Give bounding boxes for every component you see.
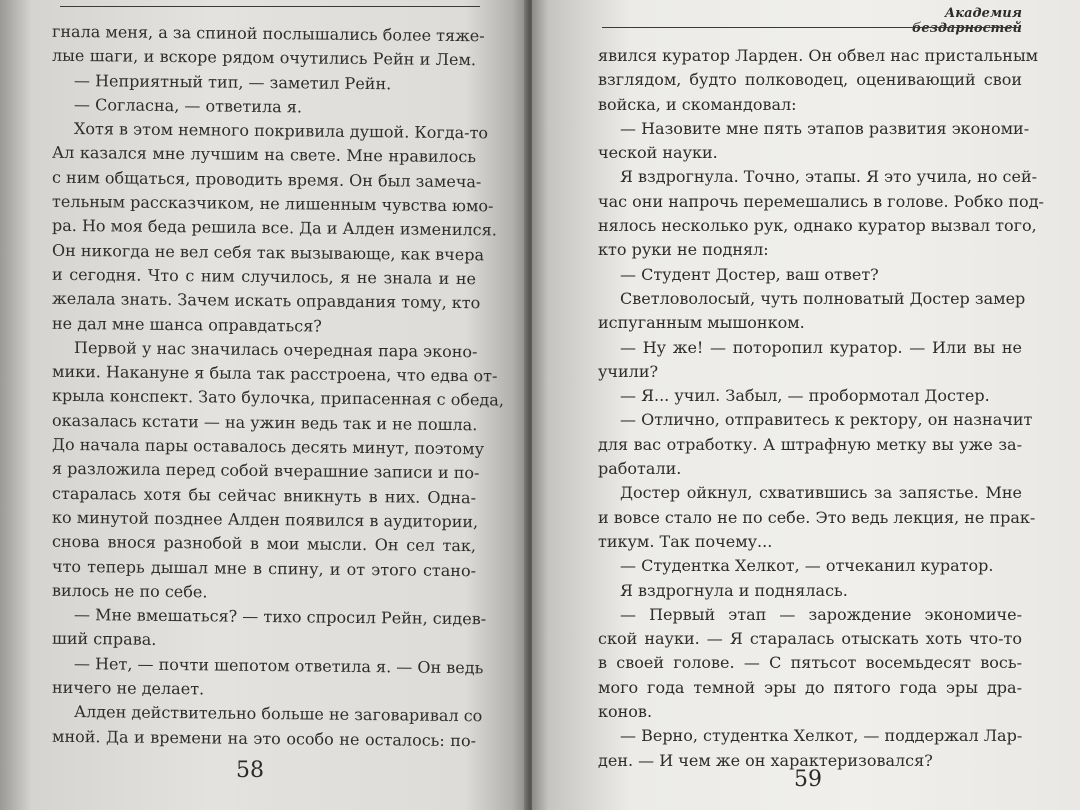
page-number: 59 bbox=[794, 767, 822, 792]
text-line: ской науки. — Я старалась отыскать хоть что-то bbox=[598, 629, 1022, 649]
left-page-text bbox=[52, 21, 504, 751]
text-line: — Ну же! — поторопил куратор. — Или вы не bbox=[620, 337, 1022, 357]
text-line: — Верно, студентка Хелкот, — поддержал Лар- bbox=[620, 726, 1023, 746]
header-rule bbox=[602, 27, 1020, 28]
text-line: Алден действительно больше не заговаривал со bbox=[74, 702, 483, 726]
text-line: ден. — И чем же он характеризовался? bbox=[598, 750, 933, 770]
text-line: Светловолосый, чуть полноватый Достер замер bbox=[620, 288, 1026, 308]
text-line: нялось несколько рук, однако куратор вызвал того, bbox=[598, 216, 1037, 236]
text-line: не дал мне шанса оправдаться? bbox=[52, 313, 322, 336]
text-line: — Отлично, отправитесь к ректору, он назначит bbox=[620, 410, 1033, 430]
text-line: лые шаги, и вскоре рядом очутились Рейн и Лем. bbox=[52, 46, 476, 70]
text-line: ко минутой позднее Алден появился в аудитории, bbox=[52, 507, 479, 532]
text-line: вилось не по себе. bbox=[52, 580, 208, 602]
text-line: что теперь дышал мне в спину, и от этого стано- bbox=[52, 556, 476, 580]
text-line: Он никогда не вел себя так вызывающе, как вчера bbox=[52, 240, 485, 264]
text-line: кто руки не поднял: bbox=[598, 240, 769, 260]
text-line: мого года темной эры до пятого года эры дра- bbox=[598, 677, 1022, 697]
text-line: Ал казался мне лучшим на свете. Мне нравилось bbox=[52, 143, 476, 167]
text-line: в своей голове. — С пятьсот восемьдесят вось- bbox=[598, 653, 1022, 673]
text-line: войска, и скомандовал: bbox=[598, 94, 797, 114]
text-line: взглядом, будто полководец, оценивающий свои bbox=[598, 70, 1022, 90]
text-line: мики. Накануне я была так расстроена, что едва от- bbox=[52, 361, 498, 386]
text-line: явился куратор Ларден. Он обвел нас пристальным bbox=[598, 46, 1039, 65]
page-number: 58 bbox=[236, 758, 264, 783]
text-line: испуганным мышонком. bbox=[598, 313, 805, 333]
right-page bbox=[532, 0, 1080, 810]
header-rule bbox=[60, 6, 480, 7]
text-line: я разложила перед собой вчерашние записи и по- bbox=[52, 459, 480, 483]
text-line: крыла конспект. Зато булочка, припасенная с обеда, bbox=[52, 386, 504, 410]
text-line: оказалась кстати — на ужин ведь так и не пошла. bbox=[52, 410, 478, 434]
text-line: работали. bbox=[598, 459, 682, 479]
left-page bbox=[0, 0, 528, 810]
text-line: — Нет, — почти шепотом ответила я. — Он ведь bbox=[74, 653, 484, 678]
text-line: с ним общаться, проводить время. Он был замеча- bbox=[52, 167, 482, 192]
text-line: для вас отработку. А штрафную метку вы уже за- bbox=[598, 434, 1022, 454]
text-line: конов. bbox=[598, 702, 653, 722]
text-line: тикум. Так почему... bbox=[598, 531, 773, 551]
running-head: Академия бездарностей bbox=[911, 6, 1022, 36]
text-line: снова внося разнобой в мои мысли. Он сел так, bbox=[52, 532, 476, 556]
text-line: учили? bbox=[598, 361, 659, 381]
text-line: и вовсе стало не по себе. Это ведь лекция, не прак- bbox=[598, 507, 1036, 527]
right-page-text bbox=[598, 44, 1044, 773]
text-line: гнала меня, а за спиной послышались более тяже- bbox=[52, 21, 485, 46]
text-line: Я вздрогнула. Точно, этапы. Я это учила, но сей- bbox=[620, 167, 1038, 187]
text-line: мной. Да и времени на это особо не осталось: по- bbox=[52, 726, 476, 750]
text-line: — Назовите мне пять этапов развития экономи- bbox=[620, 118, 1030, 138]
text-line: — Неприятный тип, — заметил Рейн. bbox=[74, 70, 392, 93]
text-line: — Первый этап — зарождение экономиче- bbox=[620, 604, 1022, 624]
text-line: — Студент Достер, ваш ответ? bbox=[620, 264, 879, 284]
text-line: — Я... учил. Забыл, — пробормотал Достер. bbox=[620, 386, 990, 406]
text-line: час они напрочь перемешались в голове. Робко под- bbox=[598, 191, 1044, 211]
text-line: ничего не делает. bbox=[52, 677, 205, 699]
text-line: — Мне вмешаться? — тихо спросил Рейн, сидев- bbox=[74, 605, 487, 629]
text-line: — Согласна, — ответила я. bbox=[74, 94, 302, 117]
text-line: желала знать. Зачем искать оправдания тому, кто bbox=[52, 289, 481, 313]
text-line: Я вздрогнула и поднялась. bbox=[620, 580, 848, 600]
text-line: ческой науки. bbox=[598, 143, 718, 163]
text-line: Достер ойкнул, схватившись за запястье. Мне bbox=[620, 483, 1022, 503]
text-line: До начала пары оставалось десять минут, поэтому bbox=[52, 434, 485, 459]
text-line: Первой у нас значилась очередная пара эконо- bbox=[74, 337, 478, 362]
text-line: тельным рассказчиком, не лишенным чувства юмо- bbox=[52, 191, 494, 216]
text-line: ра. Но моя беда решила все. Да и Алден изменился. bbox=[52, 216, 497, 240]
text-line: ший справа. bbox=[52, 629, 157, 650]
text-line: и сегодня. Что с ним случилось, я не знала и не bbox=[52, 264, 476, 289]
text-line: Хотя в этом немного покривила душой. Когда-то bbox=[74, 119, 489, 143]
text-line: старалась хотя бы сейчас вникнуть в них. Одна- bbox=[52, 483, 476, 507]
text-line: — Студентка Хелкот, — отчеканил куратор. bbox=[620, 556, 994, 576]
